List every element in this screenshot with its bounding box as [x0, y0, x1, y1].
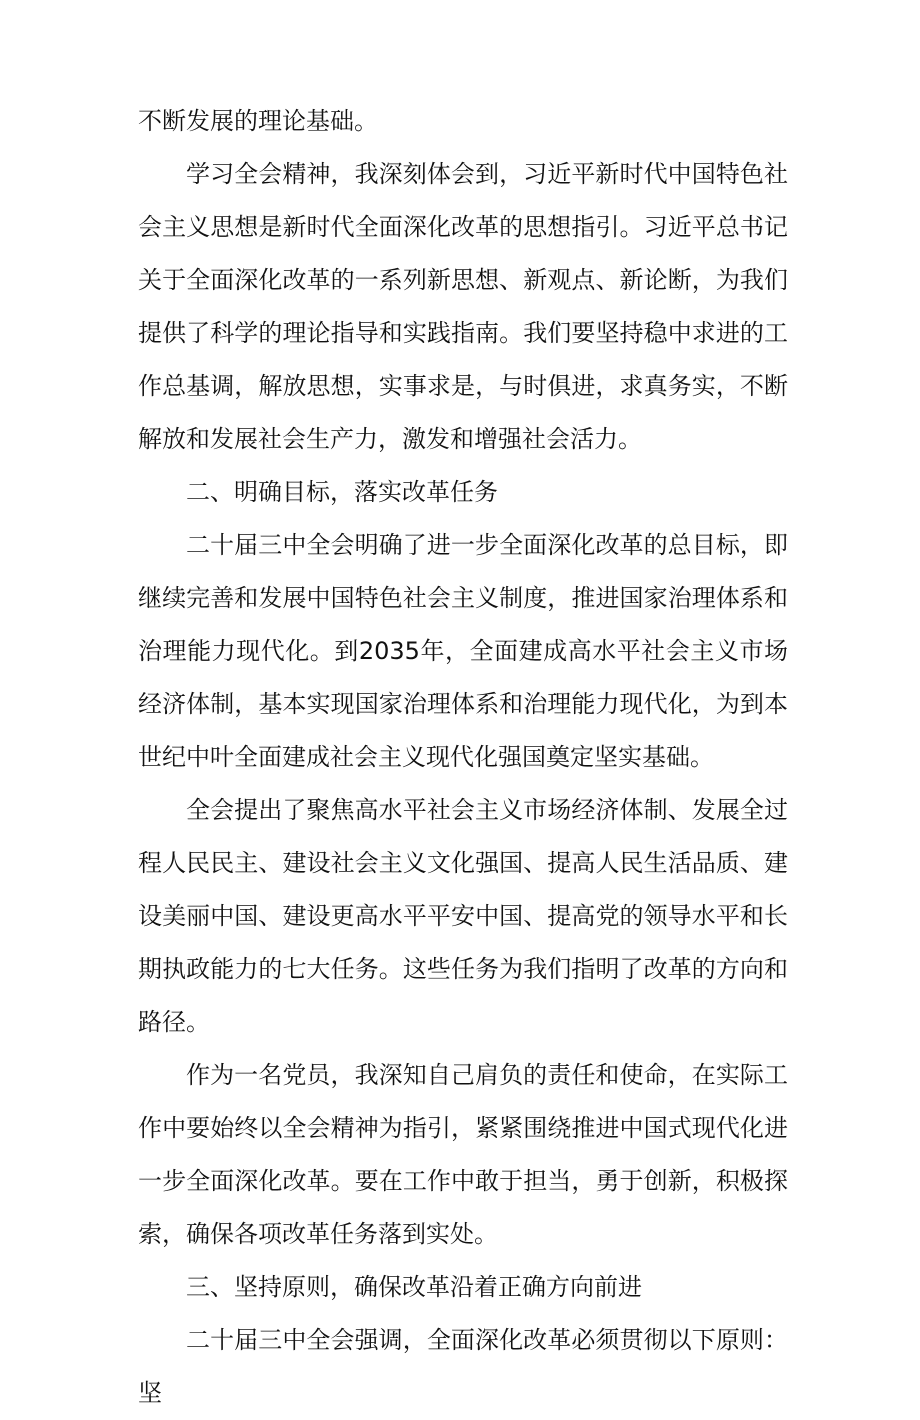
paragraph: 二十届三中全会强调，全面深化改革必须贯彻以下原则：坚: [138, 1326, 788, 1407]
paragraph: 全会提出了聚焦高水平社会主义市场经济体制、发展全过程人民民主、建设社会主义文化强国、提高人民生活品质、建设美丽中国、建设更高水平平安中国、提高党的领导水平和长期执政能力的七大任务。这些任务为我们指明了改革的方向和路径。: [138, 796, 788, 1036]
paragraph: 二十届三中全会明确了进一步全面深化改革的总目标，即继续完善和发展中国特色社会主义制度，推进国家治理体系和治理能力现代化。到2035年，全面建成高水平社会主义市场经济体制，基本实现国家治理体系和治理能力现代化，为到本世纪中叶全面建成社会主义现代化强国奠定坚实基础。: [138, 531, 788, 771]
paragraph: 作为一名党员，我深知自己肩负的责任和使命，在实际工作中要始终以全会精神为指引，紧紧围绕推进中国式现代化进一步全面深化改革。要在工作中敢于担当，勇于创新，积极探索，确保各项改革任务落到实处。: [138, 1061, 788, 1248]
document-body: [138, 95, 788, 1420]
section-heading: 三、坚持原则，确保改革沿着正确方向前进: [186, 1273, 642, 1301]
paragraph: 学习全会精神，我深刻体会到，习近平新时代中国特色社会主义思想是新时代全面深化改革的思想指引。习近平总书记关于全面深化改革的一系列新思想、新观点、新论断，为我们提供了科学的理论指导和实践指南。我们要坚持稳中求进的工作总基调，解放思想，实事求是，与时俱进，求真务实，不断解放和发展社会生产力，激发和增强社会活力。: [138, 160, 788, 453]
section-heading: 二、明确目标，落实改革任务: [186, 478, 498, 506]
paragraph-continuation: 不断发展的理论基础。: [138, 107, 378, 135]
